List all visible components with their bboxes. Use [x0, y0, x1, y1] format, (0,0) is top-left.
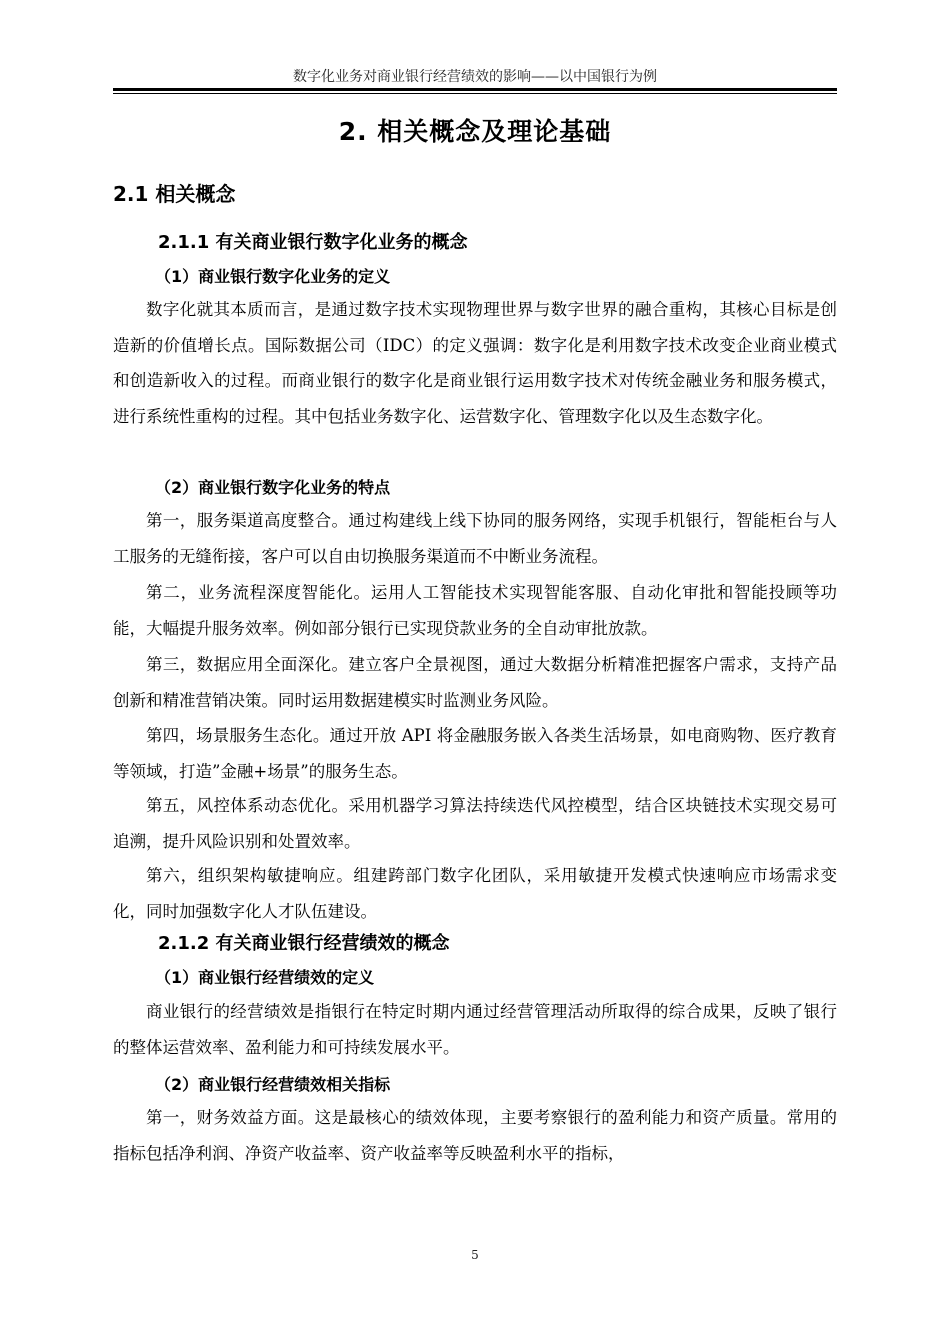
paragraph-feature-2: 第二，业务流程深度智能化。运用人工智能技术实现智能客服、自动化审批和智能投顾等功能，大幅提升服务效率。例如部分银行已实现贷款业务的全自动审批放款。: [113, 583, 837, 638]
chapter-title: 2. 相关概念及理论基础: [338, 117, 612, 146]
paragraph-feature-6: 第六，组织架构敏捷响应。组建跨部门数字化团队，采用敏捷开发模式快速响应市场需求变化，同时加强数字化人才队伍建设。: [113, 866, 837, 921]
subheading-performance-definition: （1）商业银行经营绩效的定义: [155, 968, 375, 987]
page-number: 5: [471, 1248, 479, 1262]
paragraph-feature-5: 第五，风控体系动态优化。采用机器学习算法持续迭代风控模型，结合区块链技术实现交易可追溯，提升风险识别和处置效率。: [113, 796, 837, 851]
paragraph-feature-3: 第三，数据应用全面深化。建立客户全景视图，通过大数据分析精准把握客户需求，支持产品创新和精准营销决策。同时运用数据建模实时监测业务风险。: [113, 655, 837, 710]
header-rule-thick: [113, 88, 837, 91]
paragraph-feature-4: 第四，场景服务生态化。通过开放 API 将金融服务嵌入各类生活场景，如电商购物、医疗教育等领域，打造”金融+场景”的服务生态。: [113, 726, 837, 781]
running-header: 数字化业务对商业银行经营绩效的影响——以中国银行为例: [293, 69, 657, 85]
subheading-digital-definition: （1）商业银行数字化业务的定义: [155, 267, 391, 286]
section-heading-2-1-1: 2.1.1 有关商业银行数字化业务的概念: [158, 232, 468, 253]
paragraph-performance-indicators: 第一，财务效益方面。这是最核心的绩效体现，主要考察银行的盈利能力和资产质量。常用的指标包括净利润、净资产收益率、资产收益率等反映盈利水平的指标，: [113, 1108, 837, 1163]
section-heading-2-1: 2.1 相关概念: [113, 182, 236, 206]
subheading-performance-indicators: （2）商业银行经营绩效相关指标: [155, 1075, 391, 1094]
header-rule-thin: [113, 93, 837, 94]
paragraph-performance-definition: 商业银行的经营绩效是指银行在特定时期内通过经营管理活动所取得的综合成果，反映了银行的整体运营效率、盈利能力和可持续发展水平。: [113, 1002, 837, 1057]
subheading-digital-features: （2）商业银行数字化业务的特点: [155, 478, 391, 497]
paragraph-digital-definition: 数字化就其本质而言，是通过数字技术实现物理世界与数字世界的融合重构，其核心目标是创造新的价值增长点。国际数据公司（IDC）的定义强调：数字化是利用数字技术改变企业商业模式和创造新收入的过程。而商业银行的数字化是商业银行运用数字技术对传统金融业务和服务模式，进行系统性重构的过程。其中包括业务数字化、运营数字化、管理数字化以及生态数字化。: [113, 300, 837, 426]
section-heading-2-1-2: 2.1.2 有关商业银行经营绩效的概念: [158, 933, 450, 954]
paragraph-feature-1: 第一，服务渠道高度整合。通过构建线上线下协同的服务网络，实现手机银行，智能柜台与人工服务的无缝衔接，客户可以自由切换服务渠道而不中断业务流程。: [113, 511, 837, 566]
